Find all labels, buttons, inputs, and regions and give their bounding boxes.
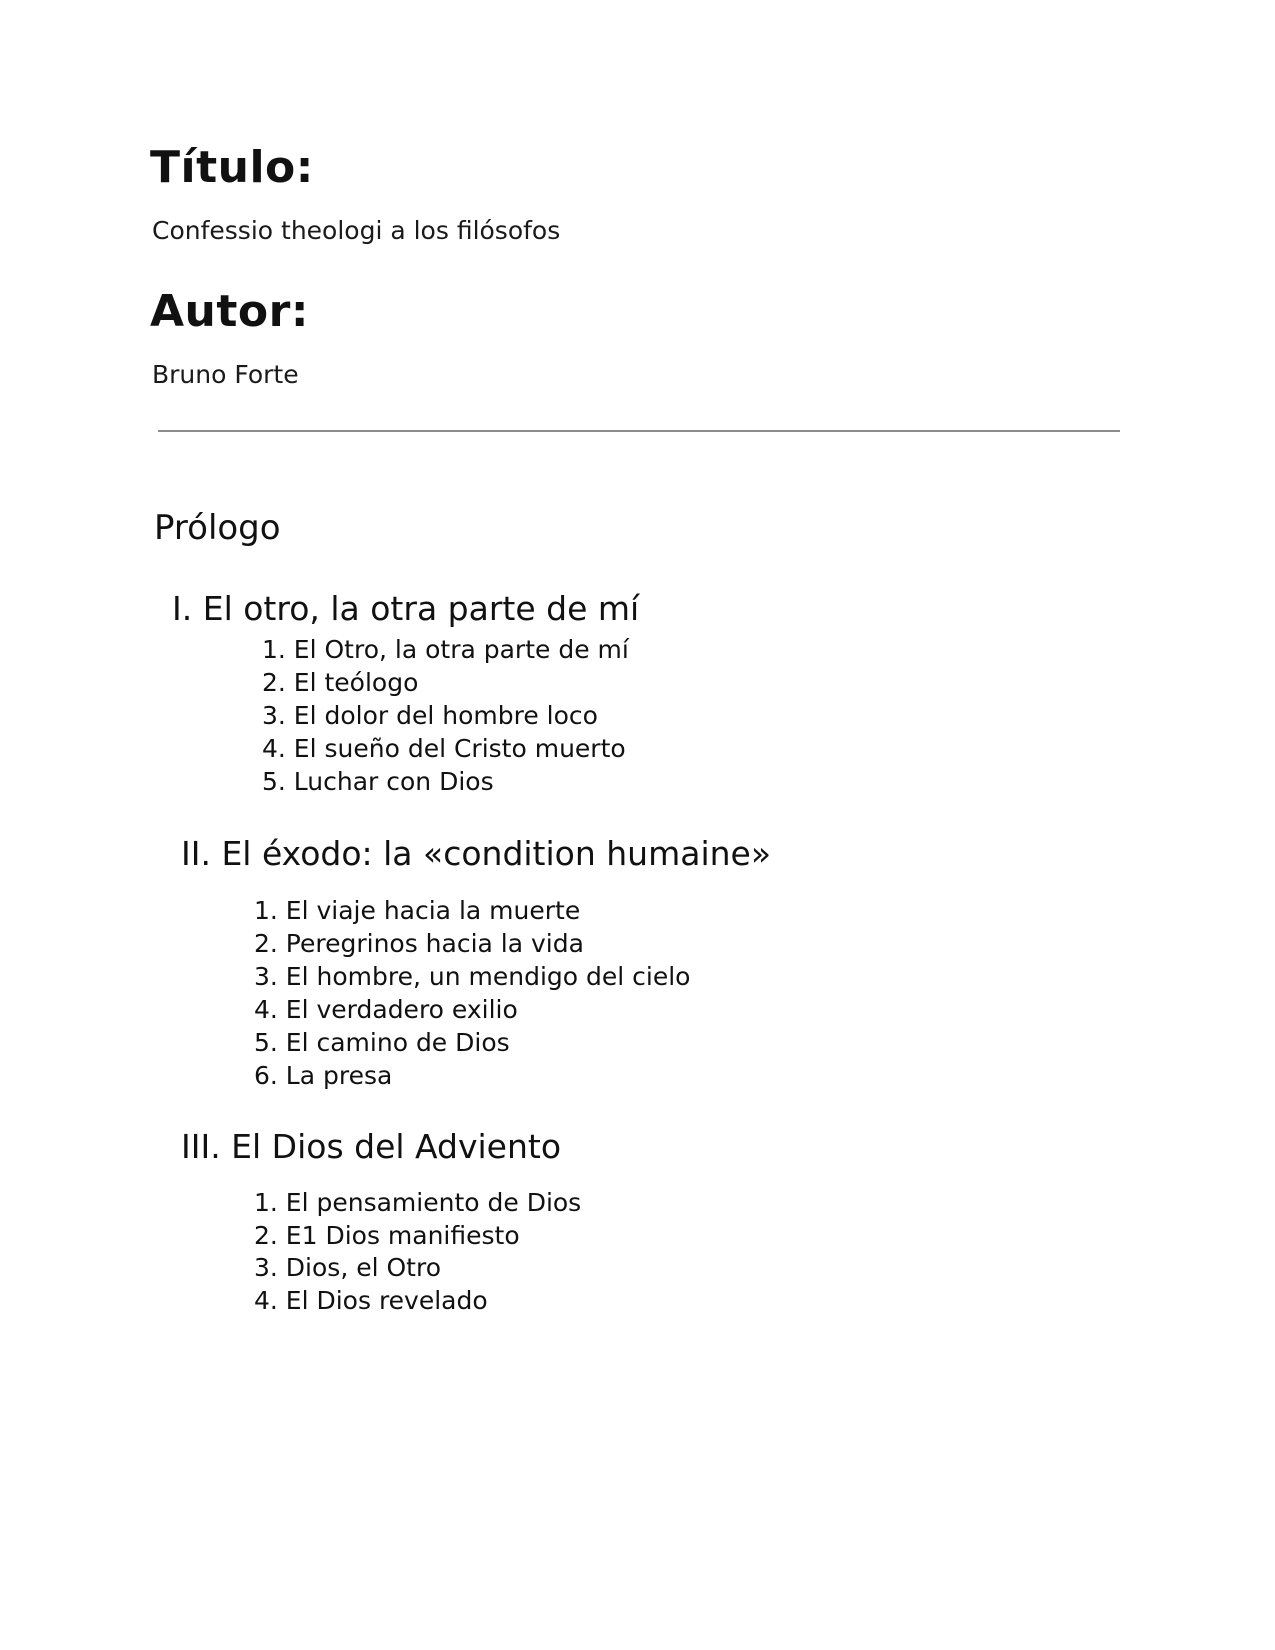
- toc-chapter-item: 5. El camino de Dios: [254, 1028, 510, 1057]
- toc-chapter-item: 5. Luchar con Dios: [262, 767, 494, 796]
- toc-chapter-item: 2. Peregrinos hacia la vida: [254, 929, 584, 958]
- author-value: Bruno Forte: [152, 360, 299, 389]
- toc-chapter-item: 6. La presa: [254, 1061, 393, 1090]
- toc-chapter-item: 3. El dolor del hombre loco: [262, 701, 598, 730]
- toc-chapter-item: 4. El verdadero exilio: [254, 995, 518, 1024]
- toc-chapter-list: [254, 894, 690, 1092]
- toc-chapter-item: 3. El hombre, un mendigo del cielo: [254, 962, 691, 991]
- title-label: Título:: [150, 142, 314, 193]
- toc-chapter-item: 1. El pensamiento de Dios: [254, 1188, 582, 1217]
- toc-prologue: Prólogo: [154, 508, 281, 548]
- toc-chapter-item: 4. El Dios revelado: [254, 1285, 488, 1315]
- toc-part-title: I. El otro, la otra parte de mí: [172, 589, 640, 628]
- toc-chapter-item: 3. Dios, el Otro: [254, 1253, 441, 1282]
- toc-chapter-item: 1. El Otro, la otra parte de mí: [262, 635, 629, 664]
- toc-chapter-item: 2. El teólogo: [262, 668, 419, 697]
- toc-part-title: III. El Dios del Adviento: [181, 1127, 562, 1166]
- toc-chapter-item: 4. El sueño del Cristo muerto: [262, 734, 626, 763]
- toc-part-title: II. El éxodo: la «condition humaine»: [181, 834, 772, 873]
- toc-chapter-item: 1. El viaje hacia la muerte: [254, 896, 581, 925]
- toc-chapter-list: [262, 633, 629, 798]
- title-value: Confessio theologi a los filósofos: [152, 216, 561, 245]
- toc-chapter-list: [254, 1187, 581, 1317]
- author-label: Autor:: [150, 286, 309, 337]
- toc-chapter-item: 2. E1 Dios manifiesto: [254, 1220, 520, 1250]
- horizontal-divider: [158, 430, 1120, 432]
